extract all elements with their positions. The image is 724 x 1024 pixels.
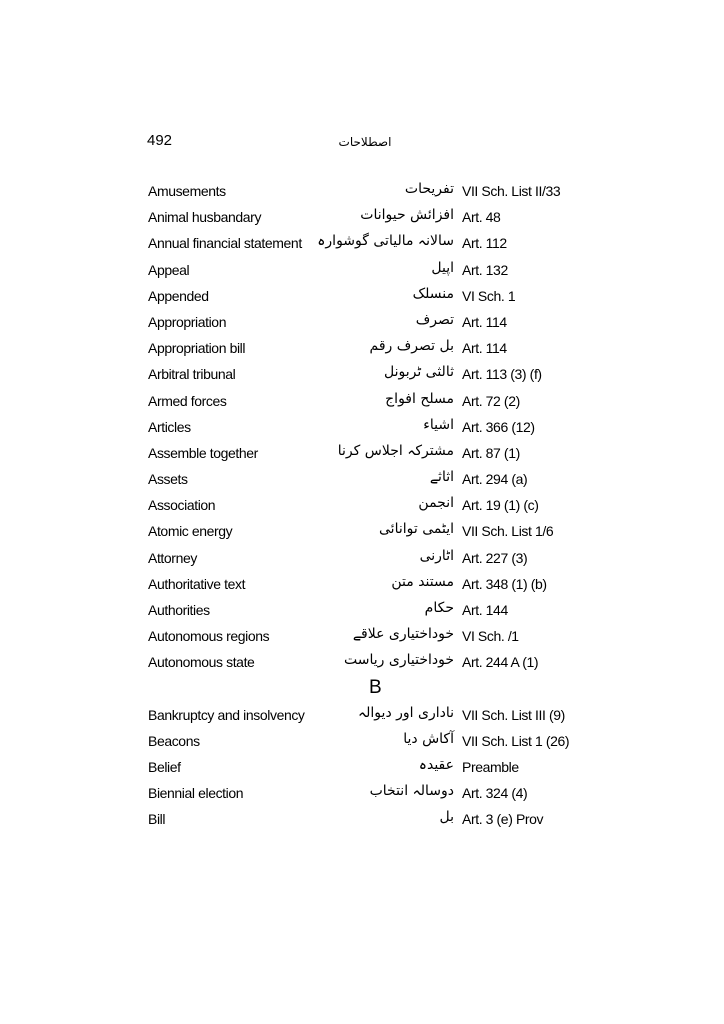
urdu-term: آکاش دیا bbox=[403, 730, 454, 747]
article-reference: Art. 114 bbox=[462, 340, 507, 357]
article-reference: Art. 19 (1) (c) bbox=[462, 497, 539, 514]
english-term: Arbitral tribunal bbox=[148, 366, 236, 383]
glossary-entry bbox=[0, 258, 724, 284]
glossary-entry bbox=[0, 598, 724, 624]
article-reference: Art. 366 (12) bbox=[462, 418, 535, 435]
glossary-entry bbox=[0, 389, 724, 415]
glossary-entry bbox=[0, 572, 724, 598]
article-reference: Art. 294 (a) bbox=[462, 471, 528, 488]
urdu-term: انجمن bbox=[418, 495, 454, 512]
article-reference: Art. 348 (1) (b) bbox=[462, 575, 547, 592]
urdu-term: ایٹمی توانائی bbox=[379, 521, 454, 538]
urdu-term: دوسالہ انتخاب bbox=[369, 783, 454, 800]
urdu-term: مسلح افواج bbox=[385, 390, 454, 407]
glossary-entry bbox=[0, 336, 724, 362]
article-reference: VII Sch. List II/33 bbox=[462, 183, 561, 199]
urdu-term: عقیدہ bbox=[418, 756, 454, 773]
glossary-entry bbox=[0, 519, 724, 545]
page-number: 492 bbox=[147, 132, 173, 149]
english-term: Assemble together bbox=[148, 444, 258, 461]
english-term: Attorney bbox=[148, 549, 197, 566]
urdu-term: تصرف bbox=[415, 311, 454, 328]
glossary-entry bbox=[0, 781, 724, 807]
section-letter-b bbox=[0, 677, 724, 703]
english-term: Appropriation bbox=[148, 313, 227, 330]
article-reference: VII Sch. List 1 (26) bbox=[462, 732, 570, 749]
english-term: Appeal bbox=[148, 261, 190, 278]
glossary-entry bbox=[0, 624, 724, 650]
english-term: Autonomous state bbox=[148, 654, 255, 671]
english-term: Armed forces bbox=[148, 392, 227, 409]
urdu-term: خوداختیاری علاقے bbox=[352, 626, 454, 643]
glossary-entry bbox=[0, 703, 724, 729]
english-term: Annual financial statement bbox=[148, 235, 302, 252]
english-term: Authorities bbox=[148, 602, 210, 618]
english-term: Autonomous regions bbox=[148, 628, 270, 645]
glossary-entry bbox=[0, 546, 724, 572]
article-reference: Art. 144 bbox=[462, 602, 508, 618]
article-reference: VI Sch. /1 bbox=[462, 628, 519, 645]
article-reference: Art. 324 (4) bbox=[462, 785, 528, 802]
article-reference: Art. 48 bbox=[462, 209, 501, 226]
article-reference: Art. 244 A (1) bbox=[462, 654, 539, 671]
article-reference: Art. 132 bbox=[462, 261, 508, 278]
article-reference: Art. 113 (3) (f) bbox=[462, 366, 542, 383]
english-term: Articles bbox=[148, 418, 191, 435]
urdu-term: مشترکہ اجلاس کرنا bbox=[337, 442, 454, 459]
english-term: Atomic energy bbox=[148, 523, 233, 540]
english-term: Amusements bbox=[148, 183, 226, 199]
english-term: Assets bbox=[148, 471, 188, 488]
urdu-term: اٹارنی bbox=[419, 547, 454, 564]
urdu-term: ناداری اور دیوالہ bbox=[357, 704, 454, 721]
english-term: Appended bbox=[148, 287, 209, 304]
glossary-entry bbox=[0, 284, 724, 310]
english-term: Belief bbox=[148, 758, 181, 775]
article-reference: Art. 3 (e) Prov bbox=[462, 811, 544, 828]
article-reference: Art. 112 bbox=[462, 235, 507, 252]
article-reference: VI Sch. 1 bbox=[462, 287, 516, 304]
glossary-list bbox=[0, 179, 724, 834]
urdu-term: ثالثی ٹربونل bbox=[383, 364, 454, 381]
english-term: Beacons bbox=[148, 732, 200, 749]
article-reference: Art. 114 bbox=[462, 313, 507, 330]
article-reference: Art. 72 (2) bbox=[462, 392, 520, 409]
glossary-entry bbox=[0, 179, 724, 205]
urdu-term: اپیل bbox=[431, 259, 454, 276]
urdu-term: اشیاء bbox=[423, 416, 454, 433]
urdu-term: بل bbox=[439, 809, 454, 826]
english-term: Authoritative text bbox=[148, 575, 246, 592]
urdu-term: سالانہ مالیاتی گوشوارہ bbox=[317, 233, 454, 250]
urdu-term: بل تصرف رقم bbox=[369, 338, 454, 355]
article-reference: Preamble bbox=[462, 758, 519, 775]
english-term: Bankruptcy and insolvency bbox=[148, 706, 305, 723]
glossary-entry bbox=[0, 729, 724, 755]
glossary-entry bbox=[0, 415, 724, 441]
urdu-term: اثاثے bbox=[429, 469, 454, 486]
glossary-entry bbox=[0, 807, 724, 833]
article-reference: Art. 227 (3) bbox=[462, 549, 528, 566]
article-reference: VII Sch. List 1/6 bbox=[462, 523, 554, 540]
article-reference: VII Sch. List III (9) bbox=[462, 706, 565, 723]
glossary-entry bbox=[0, 310, 724, 336]
glossary-entry bbox=[0, 493, 724, 519]
urdu-term: افزائش حیوانات bbox=[360, 207, 454, 224]
english-term: Appropriation bill bbox=[148, 340, 246, 357]
urdu-term: منسلک bbox=[412, 285, 454, 302]
english-term: Biennial election bbox=[148, 785, 244, 802]
article-reference: Art. 87 (1) bbox=[462, 444, 520, 461]
urdu-term: حکام bbox=[424, 600, 454, 616]
glossary-entry bbox=[0, 362, 724, 388]
english-term: Animal husbandary bbox=[148, 209, 262, 226]
glossary-entry bbox=[0, 231, 724, 257]
english-term: Association bbox=[148, 497, 216, 514]
urdu-term: مستند متن bbox=[391, 573, 454, 590]
glossary-section-b bbox=[0, 703, 724, 834]
urdu-term: تفریحات bbox=[404, 181, 454, 197]
glossary-section-a bbox=[0, 179, 724, 677]
page-header-title: اصطلاحات bbox=[338, 135, 392, 149]
glossary-entry bbox=[0, 650, 724, 676]
glossary-entry bbox=[0, 755, 724, 781]
urdu-term: خوداختیاری ریاست bbox=[344, 652, 454, 669]
glossary-entry bbox=[0, 467, 724, 493]
section-letter: B bbox=[369, 676, 382, 698]
english-term: Bill bbox=[148, 811, 166, 828]
glossary-entry bbox=[0, 441, 724, 467]
glossary-entry bbox=[0, 205, 724, 231]
